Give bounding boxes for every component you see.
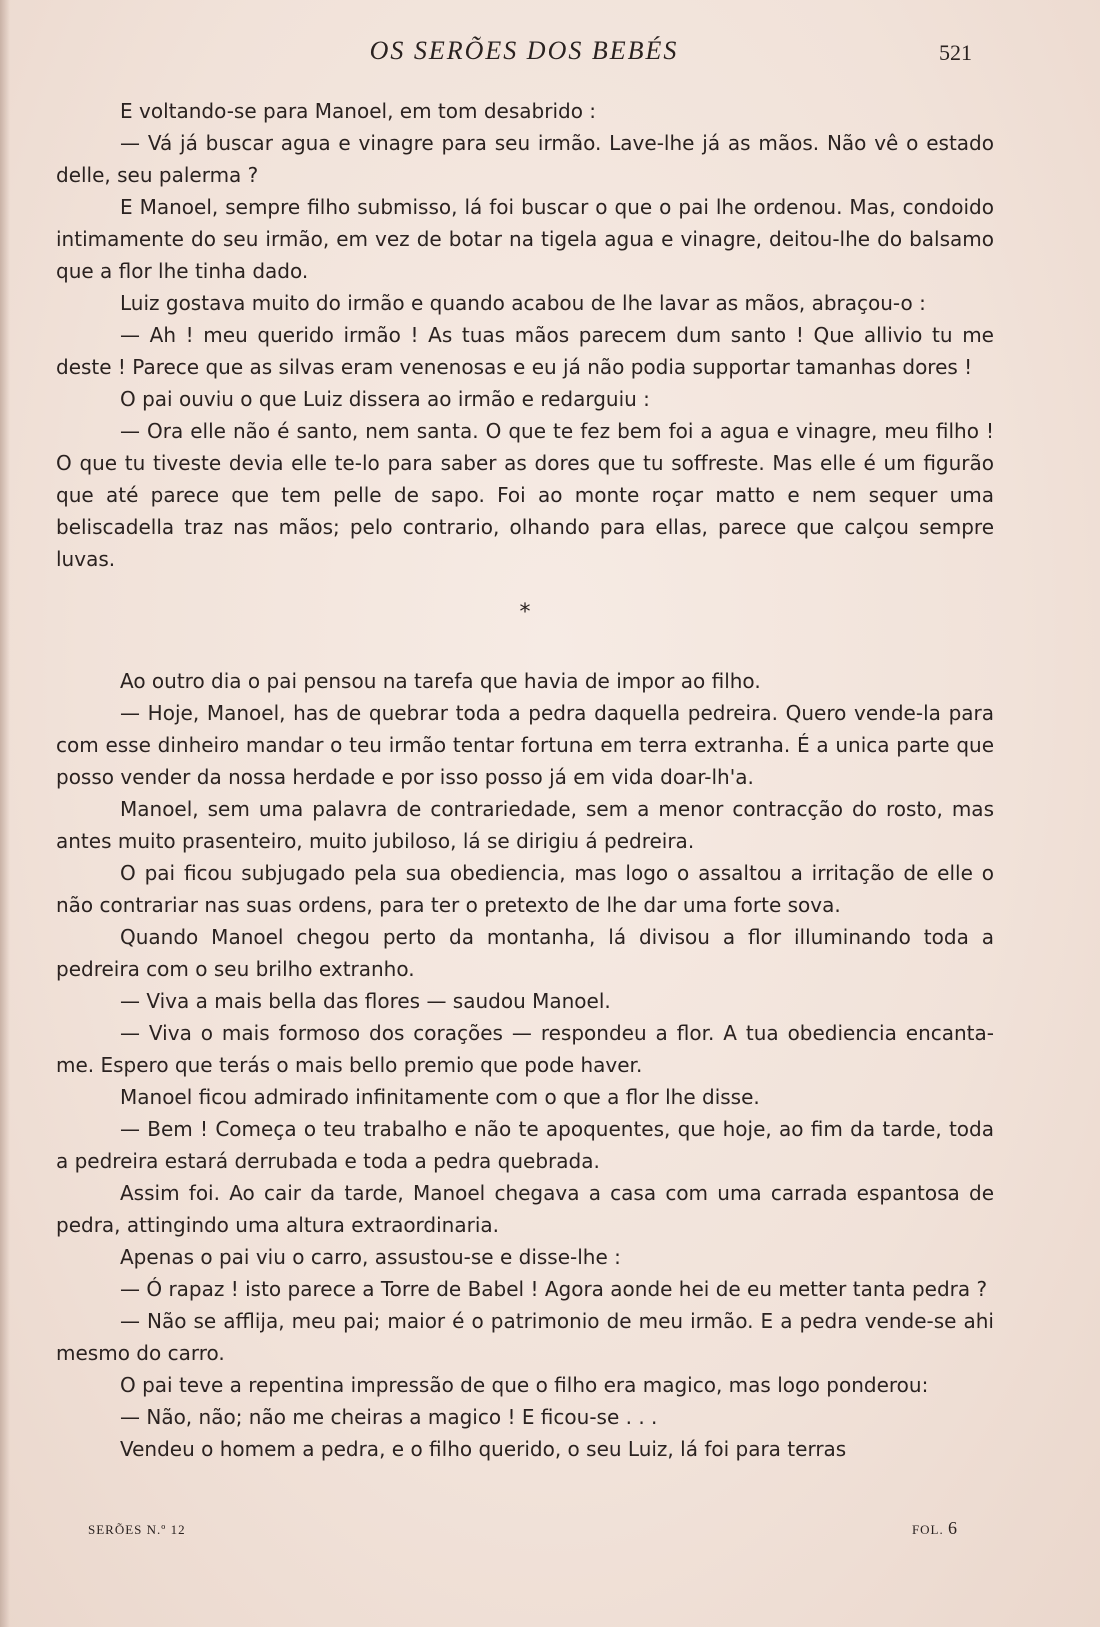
paragraph: — Ó rapaz ! isto parece a Torre de Babel ! Agora aonde hei de eu metter tanta pedra ? [120, 1277, 988, 1301]
paragraph: Manoel, sem uma palavra de contrariedade, sem a menor contracção do rosto, mas antes muito prasenteiro, muito jubiloso, lá se dirigiu á pedreira. [56, 797, 994, 853]
body-text [56, 95, 994, 1465]
page-header [0, 36, 1100, 76]
running-title: OS SERÕES DOS BEBÉS [369, 36, 679, 65]
footer-issue: SERÕES N.º 12 [88, 1522, 186, 1537]
footer-folio-label: FOL. [911, 1522, 944, 1537]
footer-folio-number: 6 [948, 1518, 958, 1538]
paragraph: Apenas o pai viu o carro, assustou-se e disse-lhe : [120, 1245, 621, 1269]
paragraph: Luiz gostava muito do irmão e quando acabou de lhe lavar as mãos, abraçou-o : [120, 291, 926, 315]
paragraph: O pai ficou subjugado pela sua obediencia, mas logo o assaltou a irritação de elle o não contrariar nas suas ordens, para ter o pretexto de lhe dar uma forte sova. [56, 861, 994, 917]
page-footer [88, 1518, 958, 1548]
paragraph: — Ah ! meu querido irmão ! As tuas mãos parecem dum santo ! Que allivio tu me deste ! Parece que as silvas eram venenosas e eu já não podia supportar tamanhas dores ! [56, 323, 994, 379]
paragraph: — Não se afflija, meu pai; maior é o patrimonio de meu irmão. E a pedra vende-se ahi mesmo do carro. [56, 1309, 994, 1365]
footer-folio [912, 1518, 958, 1539]
paragraph: — Bem ! Começa o teu trabalho e não te apoquentes, que hoje, ao fim da tarde, toda a pedreira estará derrubada e toda a pedra quebrada. [56, 1117, 994, 1173]
paragraph: Quando Manoel chegou perto da montanha, lá divisou a flor illuminando toda a pedreira com o seu brilho extranho. [56, 925, 994, 981]
paragraph: Ao outro dia o pai pensou na tarefa que havia de impor ao filho. [120, 669, 761, 693]
section-separator: * [519, 600, 531, 625]
paragraph: Vendeu o homem a pedra, e o filho querido, o seu Luiz, lá foi para terras [120, 1437, 847, 1461]
paragraph: — Viva o mais formoso dos corações — respondeu a flor. A tua obediencia encanta-me. Espero que terás o mais bello premio que pode haver. [56, 1021, 994, 1077]
paragraph: — Viva a mais bella das flores — saudou Manoel. [120, 989, 611, 1013]
paragraph: E voltando-se para Manoel, em tom desabrido : [120, 99, 597, 123]
paragraph: — Hoje, Manoel, has de quebrar toda a pedra daquella pedreira. Quero vende-la para com esse dinheiro mandar o teu irmão tentar fortuna em terra extranha. É a unica parte que posso vender da nossa herdade e por isso posso já em vida doar-lh'a. [56, 701, 994, 789]
paragraph: O pai ouviu o que Luiz dissera ao irmão e redarguiu : [120, 387, 650, 411]
page-edge-shadow [0, 0, 10, 1627]
page-number: 521 [939, 40, 972, 65]
paragraph: Assim foi. Ao cair da tarde, Manoel chegava a casa com uma carrada espantosa de pedra, attingindo uma altura extraordinaria. [56, 1181, 994, 1237]
paragraph: — Vá já buscar agua e vinagre para seu irmão. Lave-lhe já as mãos. Não vê o estado delle, seu palerma ? [56, 131, 994, 187]
paragraph: Manoel ficou admirado infinitamente com o que a flor lhe disse. [120, 1085, 760, 1109]
paragraph: — Ora elle não é santo, nem santa. O que te fez bem foi a agua e vinagre, meu filho ! O que tu tiveste devia elle te-lo para saber as dores que tu soffreste. Mas elle é um figurão que até parece que tem pelle de sapo. Foi ao monte roçar matto e nem sequer uma beliscadella traz nas mãos; pelo contrario, olhando para ellas, parece que calçou sempre luvas. [56, 419, 994, 571]
paragraph: E Manoel, sempre filho submisso, lá foi buscar o que o pai lhe ordenou. Mas, condoido intimamente do seu irmão, em vez de botar na tigela agua e vinagre, deitou-lhe do balsamo que a flor lhe tinha dado. [56, 195, 994, 283]
paragraph: — Não, não; não me cheiras a magico ! E ficou-se . . . [120, 1405, 658, 1429]
paragraph: O pai teve a repentina impressão de que o filho era magico, mas logo ponderou: [120, 1373, 929, 1397]
